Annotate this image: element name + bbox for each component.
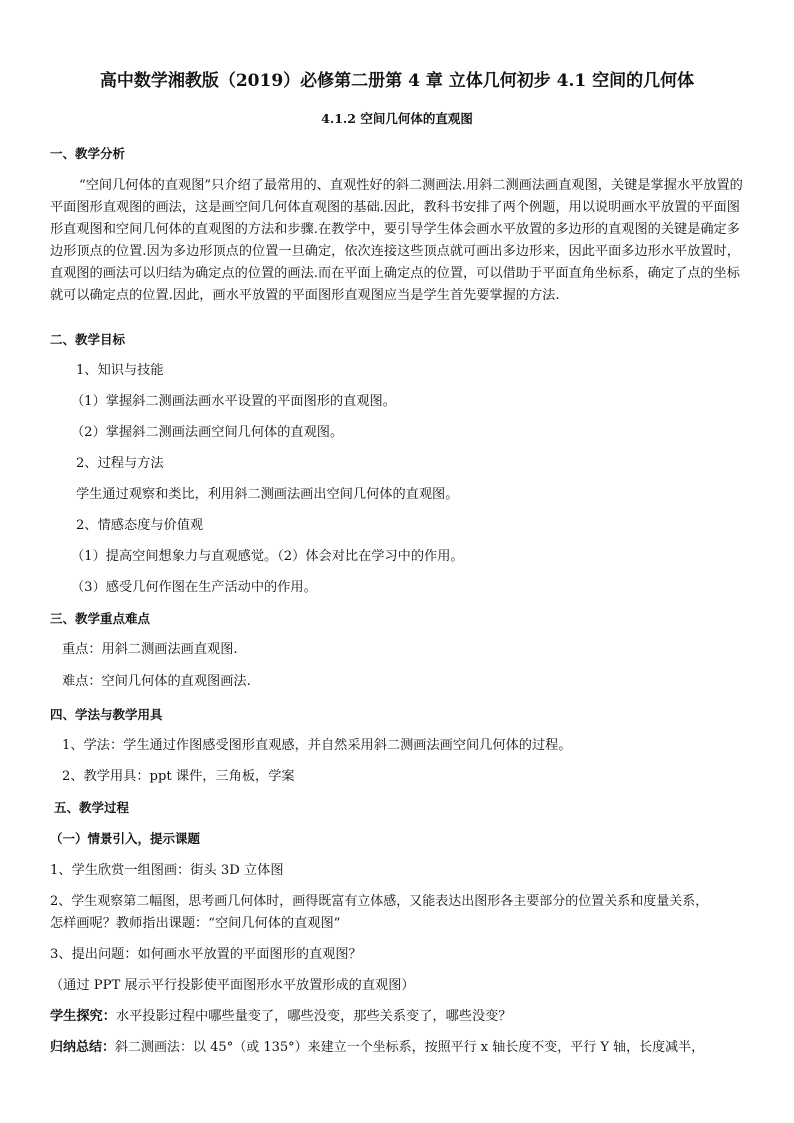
objective-item: 学生通过观察和类比，利用斜二测画法画出空间几何体的直观图。 xyxy=(76,487,459,502)
process-note: （通过 PPT 展示平行投影使平面图形水平放置形成的直观图） xyxy=(50,978,415,993)
objective-item: （1）掌握斜二测画法画水平设置的平面图形的直观图。 xyxy=(71,394,396,409)
document-title: 高中数学湘教版（2019）必修第二册第 4 章 立体几何初步 4.1 空间的几何体 xyxy=(99,71,695,91)
analysis-paragraph xyxy=(50,175,748,308)
document-subtitle: 4.1.2 空间几何体的直观图 xyxy=(321,111,473,126)
section-heading-objectives: 二、教学目标 xyxy=(50,332,126,347)
method-item: 1、学法：学生通过作图感受图形直观感，并自然采用斜二测画法画空间几何体的过程。 xyxy=(62,738,572,753)
process-subheading: （一）情景引入，提示课题 xyxy=(50,831,201,846)
analysis-text: “空间几何体的直观图”只介绍了最常用的、直观性好的斜二测画法.用斜二测画法画直观图，关键是掌握水平放置的平面图形直观图的画法，这是画空间几何体直观图的基础.因此，教科书安排了两个例题，用以说明画水平放置的平面图形直观图和空间几何体的直观图的方法和步骤.在教学中，要引导学生体会画水平放置的多边形的直观图的关键是确定多边形顶点的位置.因为多边形顶点的位置一旦确定，依次连接这些顶点就可画出多边形来，因此平面多边形水平放置时，直观图的画法可以归结为确定点的位置的画法.而在平面上确定点的位置，可以借助于平面直角坐标系，确定了点的坐标就可以确定点的位置.因此，画水平放置的平面图形直观图应当是学生首先要掌握的方法. xyxy=(50,178,743,304)
difficulty-point: 难点：空间几何体的直观图画法. xyxy=(62,674,251,689)
section-heading-key-points: 三、教学重点难点 xyxy=(50,611,151,626)
process-item: 2、学生观察第二幅图，思考画几何体时，画得既富有立体感，又能表达出图形各主要部分的位置关系和度量关系， xyxy=(50,894,709,909)
section-heading-methods: 四、学法与教学用具 xyxy=(50,707,163,722)
explore-line xyxy=(50,1008,512,1026)
process-item: 3、提出问题：如何画水平放置的平面图形的直观图？ xyxy=(50,947,362,962)
objective-subheading-knowledge: 1、知识与技能 xyxy=(76,363,164,378)
objective-item: （2）掌握斜二测画法画空间几何体的直观图。 xyxy=(71,425,344,440)
process-item-continued: 怎样画呢？教师指出课题：“空间几何体的直观图” xyxy=(50,916,341,931)
objective-subheading-process: 2、过程与方法 xyxy=(76,456,164,471)
objective-subheading-attitude: 2、情感态度与价值观 xyxy=(76,518,204,533)
explore-label: 学生探究： xyxy=(50,1009,116,1024)
objective-item: （1）提高空间想象力与直观感觉。（2）体会对比在学习中的作用。 xyxy=(71,549,464,564)
process-item: 1、学生欣赏一组图画：街头 3D 立体图 xyxy=(50,863,284,878)
summary-line xyxy=(50,1039,704,1057)
key-point: 重点：用斜二测画法画直观图. xyxy=(62,642,238,657)
section-heading-analysis: 一、教学分析 xyxy=(50,146,126,161)
summary-label: 归纳总结： xyxy=(50,1040,116,1055)
summary-text: 斜二测画法：以 45°（或 135°）来建立一个坐标系，按照平行 x 轴长度不变，平行 Y 轴，长度减半， xyxy=(115,1040,705,1055)
explore-text: 水平投影过程中哪些量变了，哪些没变，那些关系变了，哪些没变？ xyxy=(115,1009,512,1024)
objective-item: （3）感受几何作图在生产活动中的作用。 xyxy=(71,580,317,595)
method-item: 2、教学用具：ppt 课件，三角板，学案 xyxy=(62,769,295,784)
section-heading-process: 五、教学过程 xyxy=(54,800,130,815)
